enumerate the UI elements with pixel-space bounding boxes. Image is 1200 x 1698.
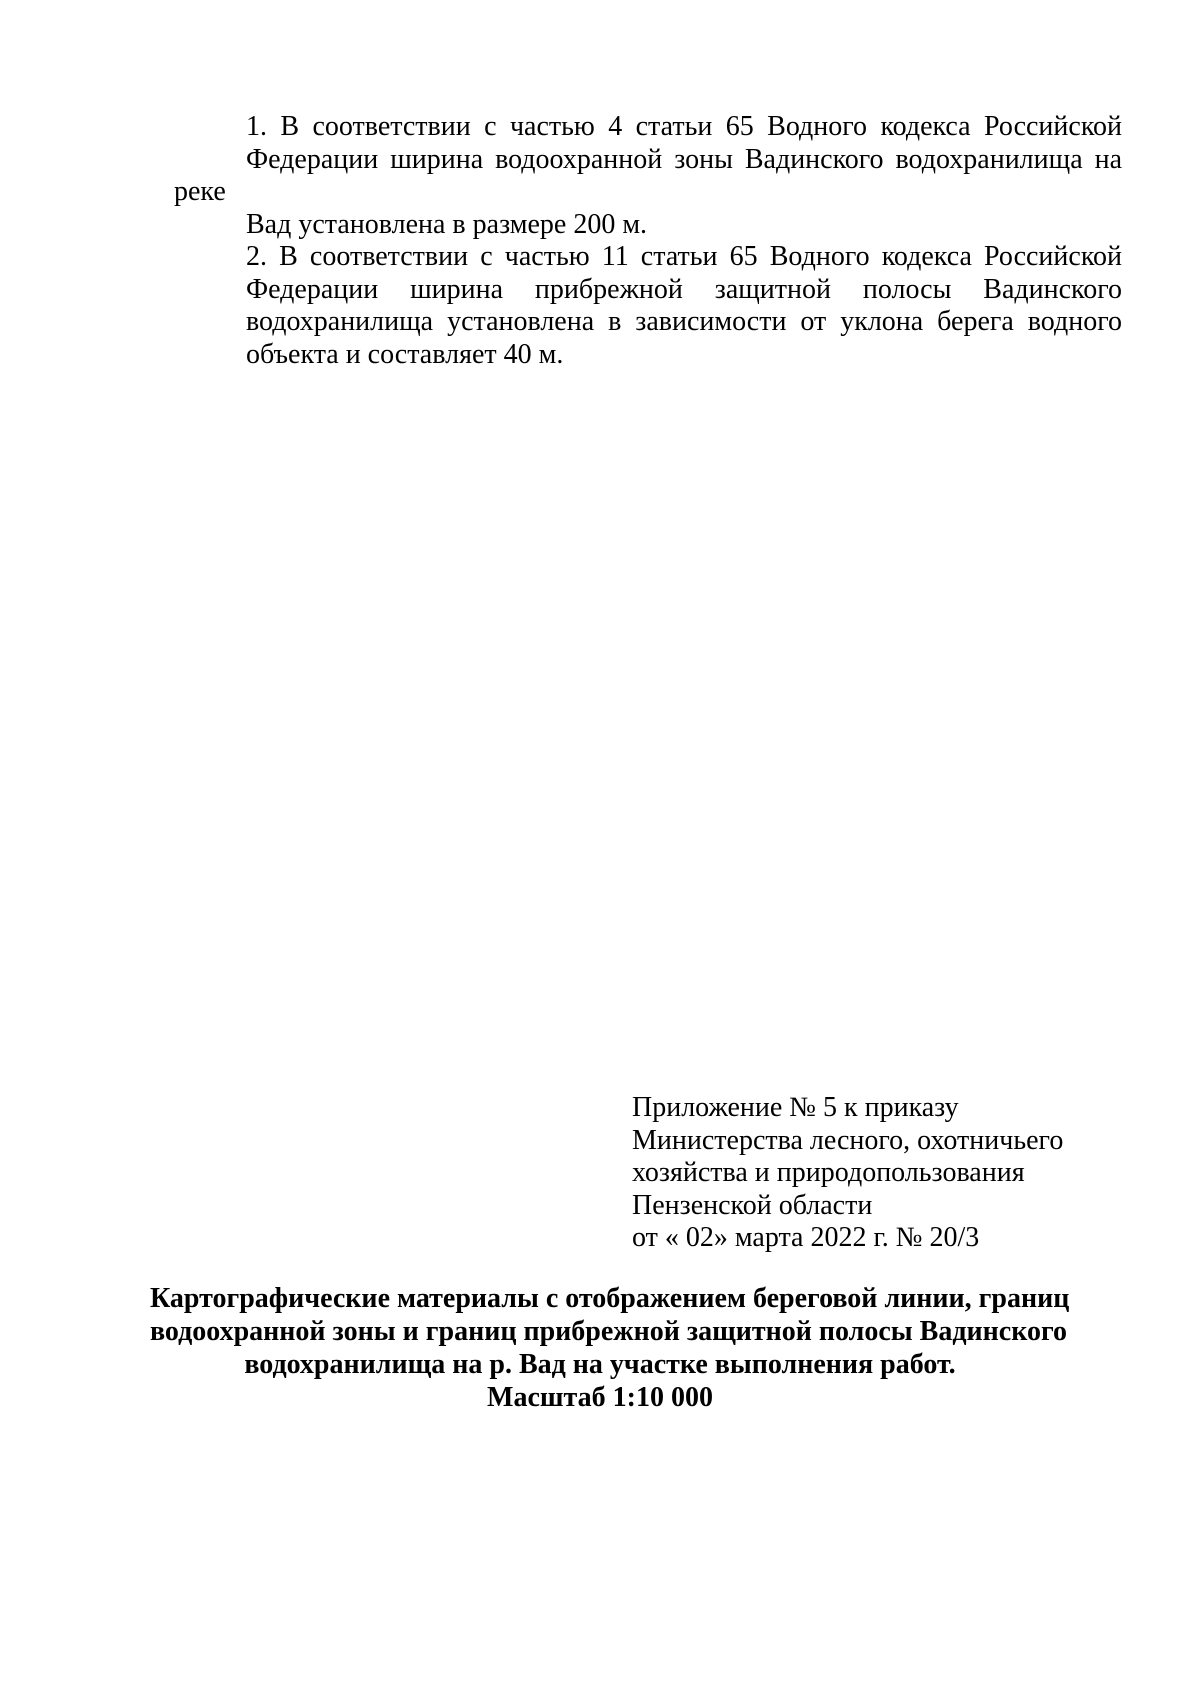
title-line: водоохранной зоны и границ прибрежной защитной полосы Вадинского [150,1316,1067,1347]
appendix-line: Министерства лесного, охотничьего [632,1124,1064,1156]
title-line: водохранилища на р. Вад на участке выполнения работ. [244,1349,956,1380]
paragraph-line: Вад установлена в размере 200 м. [246,208,648,240]
paragraph-line: объекта и составляет 40 м. [246,338,564,370]
appendix-header [632,1092,1063,1255]
document-title [150,1282,1070,1414]
appendix-line: от « 02» марта 2022 г. № 20/3 [632,1222,980,1253]
appendix-line: хозяйства и природопользования [632,1157,1025,1188]
paragraph-line: Федерации ширина прибрежной защитной полосы Вадинского [246,273,1122,305]
title-line: Картографические материалы с отображением береговой линии, границ [150,1283,1070,1314]
scale-line: Масштаб 1:10 000 [487,1382,713,1413]
paragraph-line: Федерации ширина водоохранной зоны Вадинского водохранилища на реке [174,143,1122,207]
appendix-line: Приложение № 5 к приказу [632,1092,959,1123]
paragraph-2 [174,241,1122,371]
paragraph-line: водохранилища установлена в зависимости от уклона берега водного [246,306,1122,337]
paragraph-1 [174,111,1122,241]
paragraph-line: 2. В соответствии с частью 11 статьи 65 Водного кодекса Российской [246,241,1122,272]
paragraph-line: 1. В соответствии с частью 4 статьи 65 Водного кодекса Российской [246,111,1122,142]
body-text [174,111,1122,371]
appendix-line: Пензенской области [632,1189,873,1221]
